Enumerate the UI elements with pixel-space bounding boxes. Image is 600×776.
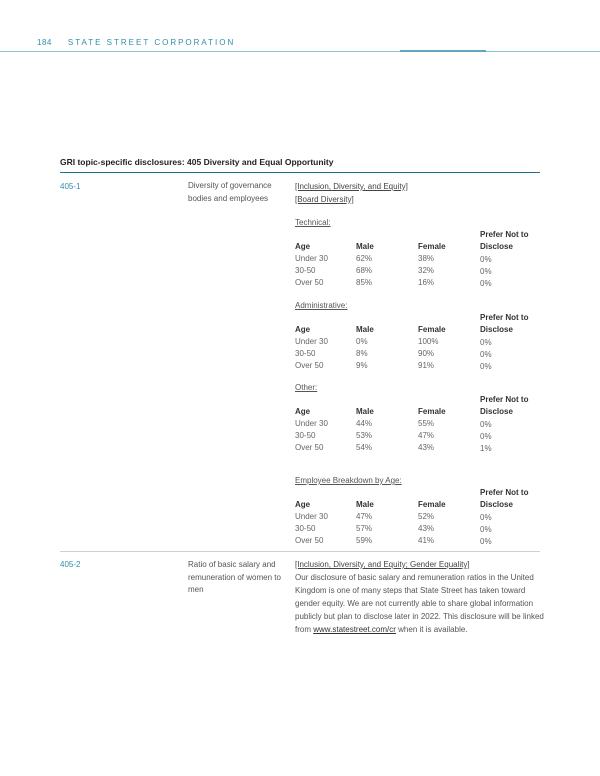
table-cell-prefer-not: 0% [480, 362, 492, 371]
table-cell-male: 59% [356, 536, 373, 545]
table-cell-male: 85% [356, 278, 373, 287]
table-cell-prefer-not: 0% [480, 432, 492, 441]
table-title: Administrative: [295, 301, 348, 310]
col-header-age: Age [295, 500, 311, 509]
table-cell-prefer-not: 0% [480, 279, 492, 288]
table-cell-age: Under 30 [295, 512, 328, 521]
table-cell-male: 8% [356, 349, 368, 358]
col-header-disclose: Disclose [480, 500, 513, 509]
table-cell-age: 30-50 [295, 524, 316, 533]
page-number: 184 [37, 38, 52, 47]
col-header-female: Female [418, 242, 446, 251]
col-header-male: Male [356, 325, 374, 334]
table-cell-age: Over 50 [295, 443, 324, 452]
table-cell-female: 16% [418, 278, 435, 287]
col-header-male: Male [356, 500, 374, 509]
col-header-age: Age [295, 325, 311, 334]
table-cell-prefer-not: 0% [480, 267, 492, 276]
header-rule-accent [400, 50, 486, 52]
table-cell-male: 57% [356, 524, 373, 533]
table-cell-age: 30-50 [295, 266, 316, 275]
table-cell-female: 43% [418, 524, 435, 533]
table-cell-female: 52% [418, 512, 435, 521]
col-header-prefer-not: Prefer Not to [480, 395, 529, 404]
table-title: Other: [295, 383, 318, 392]
table-cell-prefer-not: 0% [480, 525, 492, 534]
col-header-disclose: Disclose [480, 407, 513, 416]
col-header-disclose: Disclose [480, 242, 513, 251]
statestreet-cr-link[interactable]: www.statestreet.com/cr [313, 625, 396, 634]
col-header-female: Female [418, 407, 446, 416]
table-cell-female: 90% [418, 349, 435, 358]
table-cell-female: 41% [418, 536, 435, 545]
table-cell-male: 53% [356, 431, 373, 440]
table-cell-female: 32% [418, 266, 435, 275]
col-header-female: Female [418, 500, 446, 509]
table-cell-female: 43% [418, 443, 435, 452]
col-header-prefer-not: Prefer Not to [480, 488, 529, 497]
table-cell-female: 55% [418, 419, 435, 428]
table-cell-age: 30-50 [295, 431, 316, 440]
col-header-prefer-not: Prefer Not to [480, 313, 529, 322]
link-board-diversity[interactable]: [Board Diversity] [295, 195, 354, 204]
table-cell-female: 91% [418, 361, 435, 370]
table-cell-age: Under 30 [295, 254, 328, 263]
table-cell-male: 44% [356, 419, 373, 428]
col-header-age: Age [295, 407, 311, 416]
table-cell-age: Over 50 [295, 278, 324, 287]
col-header-age: Age [295, 242, 311, 251]
table-cell-male: 47% [356, 512, 373, 521]
section-title: GRI topic-specific disclosures: 405 Diversity and Equal Opportunity [60, 157, 334, 167]
table-cell-female: 47% [418, 431, 435, 440]
disclosure-code-405-2: 405-2 [60, 560, 81, 569]
table-cell-prefer-not: 0% [480, 255, 492, 264]
table-cell-age: Under 30 [295, 419, 328, 428]
table-cell-prefer-not: 0% [480, 338, 492, 347]
table-cell-female: 38% [418, 254, 435, 263]
table-cell-male: 9% [356, 361, 368, 370]
table-title: Technical: [295, 218, 331, 227]
paragraph-text-end: when it is available. [395, 625, 468, 634]
table-cell-male: 0% [356, 337, 368, 346]
table-cell-age: 30-50 [295, 349, 316, 358]
table-cell-male: 68% [356, 266, 373, 275]
table-cell-prefer-not: 0% [480, 350, 492, 359]
table-cell-prefer-not: 0% [480, 537, 492, 546]
table-cell-male: 62% [356, 254, 373, 263]
table-cell-age: Over 50 [295, 536, 324, 545]
table-cell-prefer-not: 0% [480, 513, 492, 522]
table-title: Employee Breakdown by Age: [295, 476, 402, 485]
col-header-female: Female [418, 325, 446, 334]
org-name: STATE STREET CORPORATION [67, 38, 236, 47]
row-divider [60, 551, 540, 552]
link-inclusion-diversity-equity[interactable]: [Inclusion, Diversity, and Equity] [295, 182, 408, 191]
disclosure-desc-405-1: Diversity of governance bodies and employees [188, 181, 272, 203]
paragraph-text: Our disclosure of basic salary and remuneration ratios in the United Kingdom is one of many steps that State Street has taken toward gender equity. We are not currently able to share global information publicly but plan to disclose later in 2022. This disclosure will be linked from [295, 573, 544, 634]
table-cell-male: 54% [356, 443, 373, 452]
col-header-male: Male [356, 407, 374, 416]
table-cell-age: Over 50 [295, 361, 324, 370]
table-cell-prefer-not: 1% [480, 444, 492, 453]
table-cell-female: 100% [418, 337, 439, 346]
table-cell-prefer-not: 0% [480, 420, 492, 429]
page-header [37, 38, 235, 47]
table-cell-age: Under 30 [295, 337, 328, 346]
col-header-disclose: Disclose [480, 325, 513, 334]
section-divider [60, 172, 540, 173]
col-header-prefer-not: Prefer Not to [480, 230, 529, 239]
disclosure-desc-405-2: Ratio of basic salary and remuneration of women to men [188, 560, 281, 594]
header-rule [0, 51, 600, 52]
disclosure-code-405-1: 405-1 [60, 182, 81, 191]
col-header-male: Male [356, 242, 374, 251]
disclosure-paragraph [295, 571, 545, 636]
link-gender-equality[interactable]: [Inclusion, Diversity, and Equity; Gender Equality] [295, 560, 470, 569]
